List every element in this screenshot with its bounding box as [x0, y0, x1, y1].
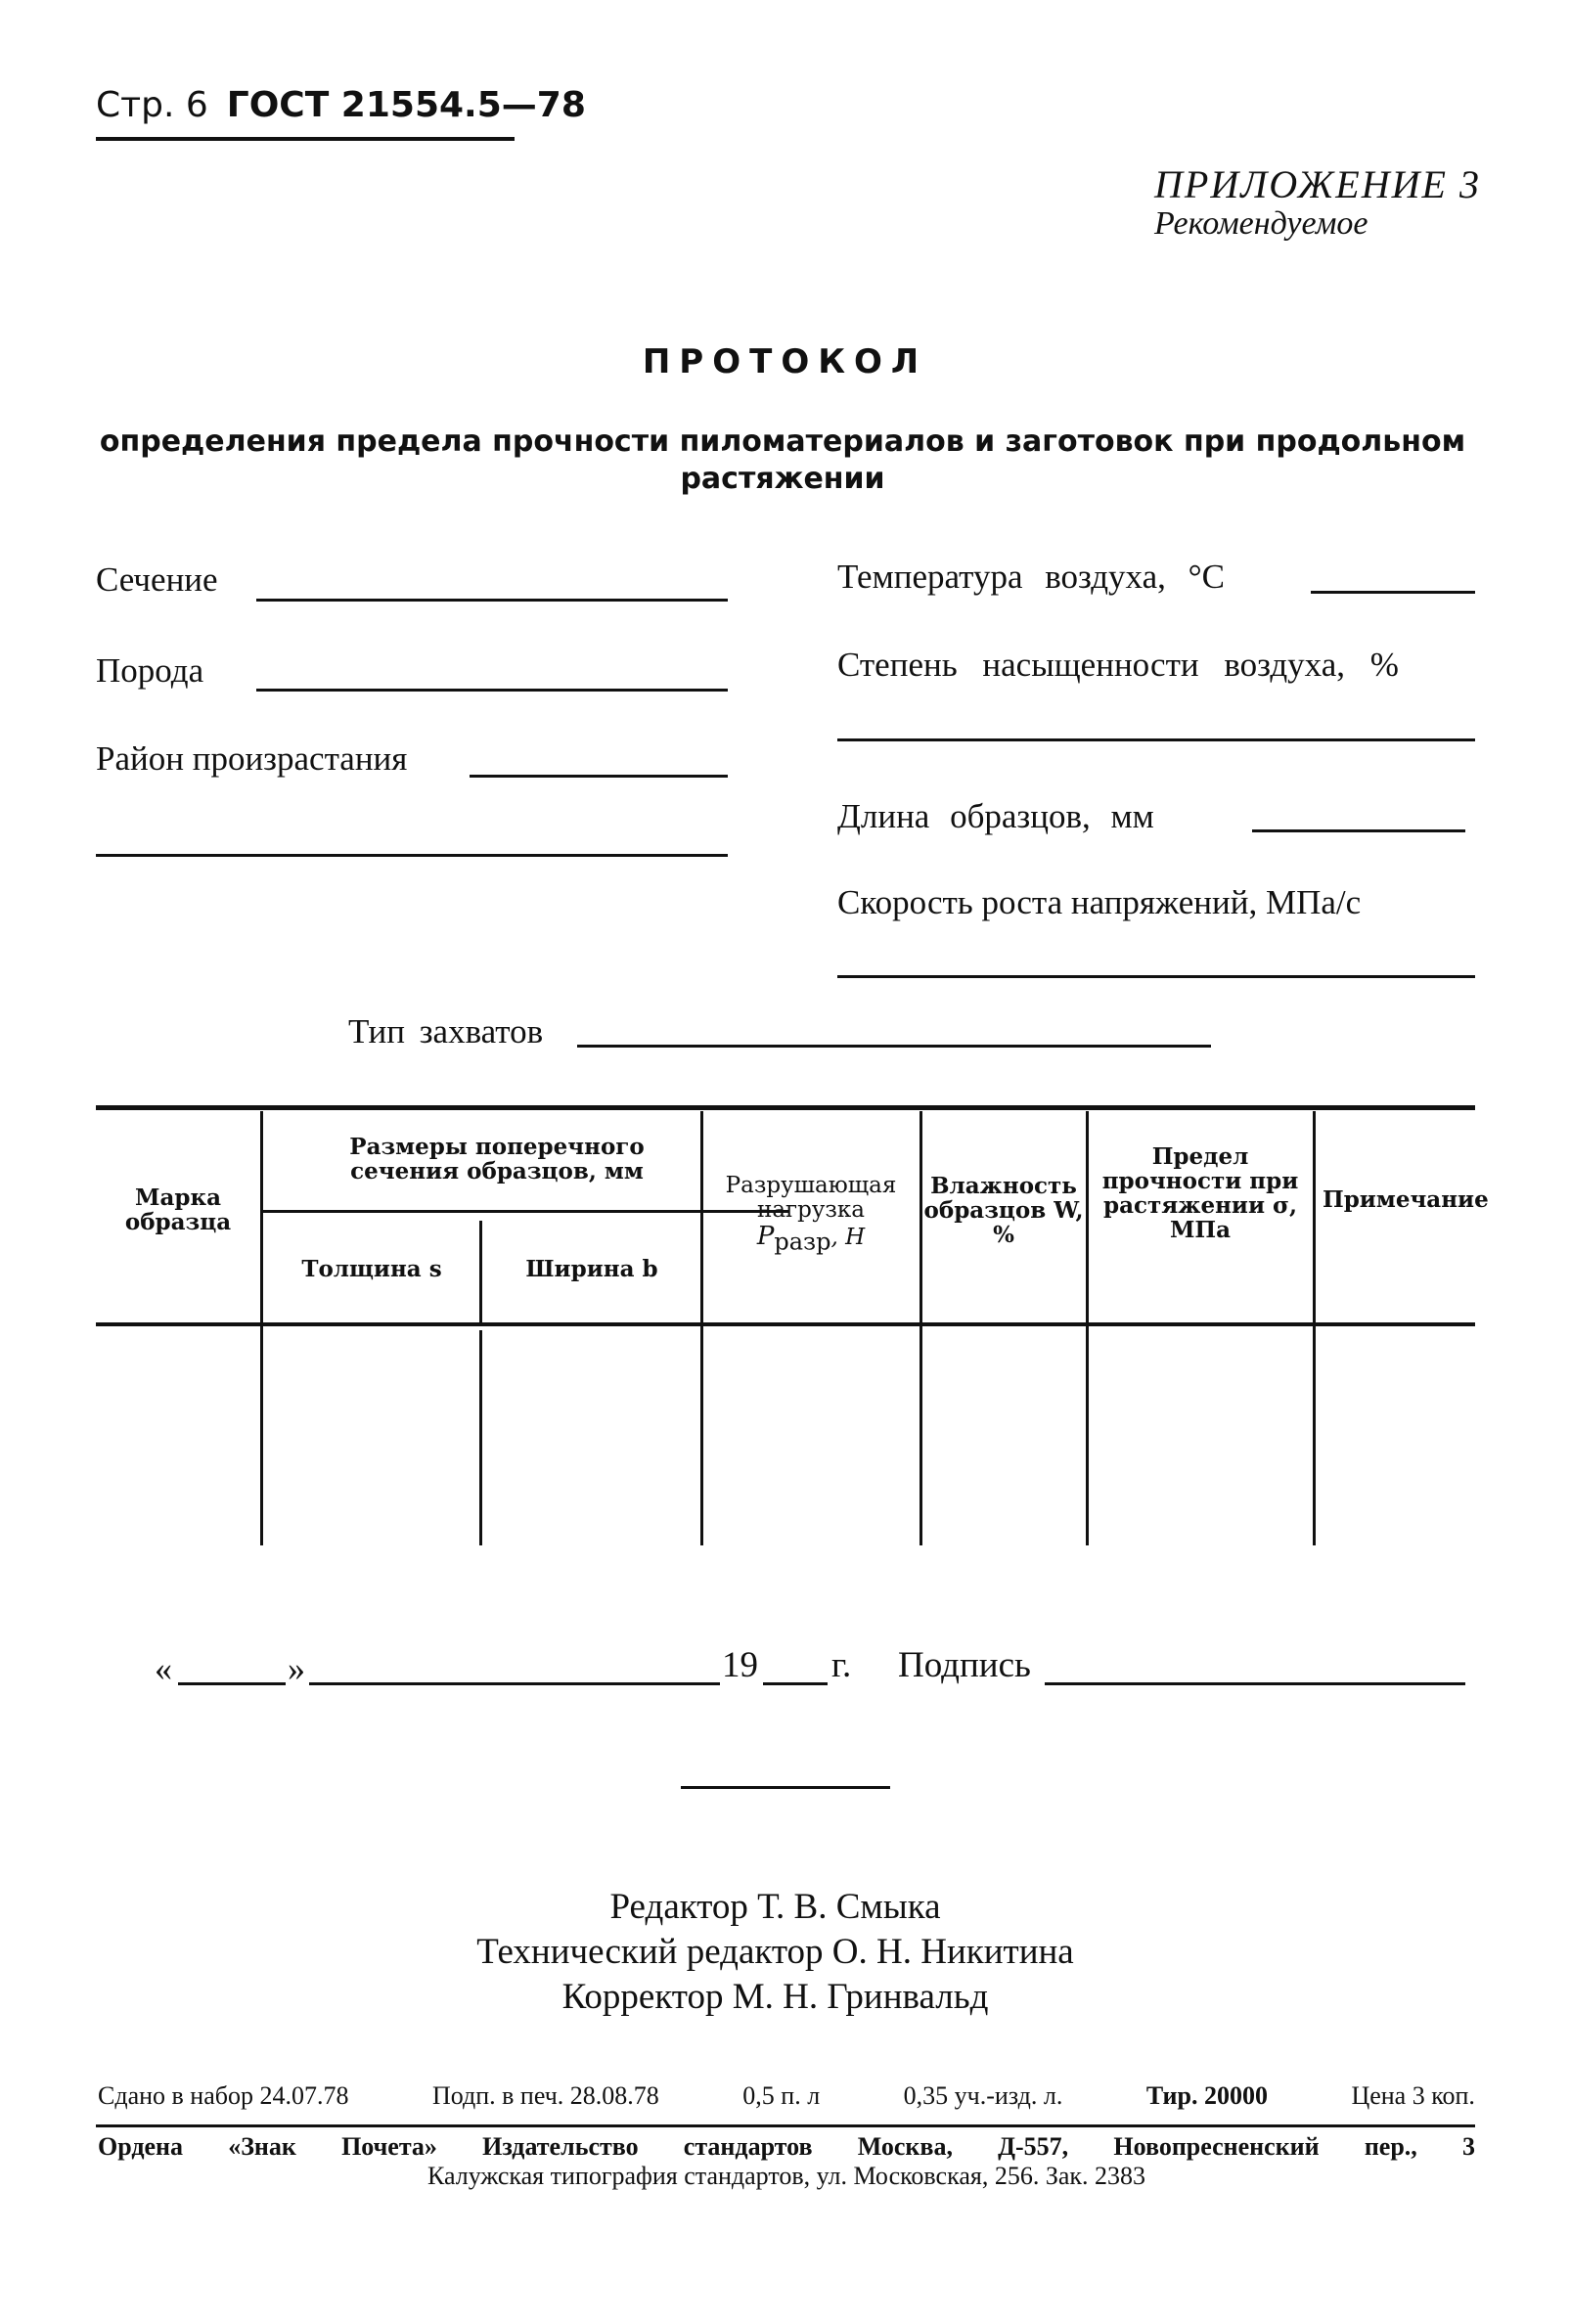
imprint-line: [98, 2081, 1475, 2111]
col-dims-header: Размеры поперечного сечения образцов, мм: [349, 1134, 645, 1184]
standard-number: ГОСТ 21554.5—78: [226, 85, 586, 125]
credit-corrector: Корректор М. Н. Гринвальд: [561, 1977, 989, 2017]
table-vline-2b: [479, 1330, 482, 1545]
field-region-blank[interactable]: [470, 775, 728, 778]
publisher-line1: Ордена «Знак Почета» Издательство стандартов Москва, Д-557, Новопресненский пер., 3: [98, 2132, 1475, 2161]
col-load-formula: [702, 1222, 920, 1256]
table-vline-5: [1086, 1111, 1089, 1545]
col-load-title: Разрушающая нагрузка: [725, 1173, 897, 1223]
imprint-set: Сдано в набор 24.07.78: [98, 2081, 349, 2110]
field-grip-type-blank[interactable]: [577, 1045, 1211, 1048]
imprint-print: Подп. в печ. 28.08.78: [431, 2081, 659, 2110]
col-mark-header: Марка образца: [124, 1184, 232, 1235]
date-day-blank[interactable]: [178, 1682, 286, 1685]
imprint-sheets: 0,5 п. л: [742, 2081, 821, 2110]
field-air-saturation-label: Степень насыщенности воздуха, %: [837, 646, 1399, 684]
signature-label: Подпись: [898, 1645, 1031, 1685]
col-moisture-header: Влажность образцов W, %: [923, 1173, 1084, 1248]
separator-rule: [681, 1786, 890, 1789]
protocol-subtitle-line1: определения предела прочности пиломатериалов и заготовок при продольном: [99, 425, 1466, 459]
field-air-temp-blank[interactable]: [1311, 591, 1475, 594]
table-top-rule: [96, 1105, 1475, 1110]
date-month-blank[interactable]: [309, 1682, 720, 1685]
date-year-prefix: 19: [722, 1645, 758, 1685]
publisher-line2: Калужская типография стандартов, ул. Московская, 256. Зак. 2383: [426, 2162, 1146, 2190]
imprint-rule: [96, 2124, 1475, 2127]
col-strength-header: Предел прочности при растяжении σ, МПа: [1101, 1143, 1299, 1243]
credit-editor: Редактор Т. В. Смыка: [609, 1887, 941, 1927]
col-thickness-header: Толщина s: [301, 1256, 442, 1282]
col-load-subscript: разр: [774, 1228, 831, 1256]
imprint-pub-sheets: 0,35 уч.-изд. л.: [903, 2081, 1063, 2110]
field-section-blank[interactable]: [256, 599, 728, 602]
field-species-blank[interactable]: [256, 689, 728, 692]
field-region-blank-2[interactable]: [96, 854, 728, 857]
col-note-header: Примечание: [1323, 1186, 1489, 1213]
table-header-rule: [96, 1322, 1475, 1326]
field-region-label: Район произрастания: [96, 739, 408, 778]
date-close-quote: »: [288, 1649, 305, 1688]
table-vline-6: [1313, 1111, 1316, 1545]
col-load-header: [702, 1174, 920, 1255]
date-year-blank[interactable]: [763, 1682, 828, 1685]
col-load-unit: , Н: [830, 1225, 866, 1250]
imprint-run: Тир. 20000: [1145, 2081, 1268, 2110]
protocol-subtitle-line2: растяжении: [680, 462, 885, 496]
page-number: Стр. 6: [96, 85, 208, 125]
protocol-subtitle: [98, 424, 1467, 498]
imprint-price: Цена 3 коп.: [1351, 2081, 1475, 2110]
date-year-suffix: г.: [831, 1645, 852, 1685]
field-species-label: Порода: [96, 651, 204, 690]
protocol-title: ПРОТОКОЛ: [642, 342, 928, 381]
appendix-title: ПРИЛОЖЕНИЕ 3: [1154, 162, 1481, 206]
field-sample-length-blank[interactable]: [1252, 829, 1465, 832]
field-air-saturation-blank[interactable]: [837, 738, 1475, 741]
signature-blank[interactable]: [1045, 1682, 1465, 1685]
date-open-quote: «: [155, 1649, 172, 1688]
field-stress-rate-blank[interactable]: [837, 975, 1475, 978]
page-header: [96, 84, 586, 125]
credit-tech-editor: Технический редактор О. Н. Никитина: [476, 1932, 1074, 1972]
field-section-label: Сечение: [96, 560, 218, 599]
col-width-header: Ширина b: [525, 1256, 658, 1282]
field-sample-length-label: Длина образцов, мм: [837, 797, 1154, 835]
field-stress-rate-label: Скорость роста напряжений, МПа/с: [837, 883, 1362, 921]
table-vline-1: [260, 1111, 263, 1545]
appendix-subtitle: Рекомендуемое: [1154, 205, 1368, 242]
field-grip-type-label: Тип захватов: [348, 1012, 544, 1050]
table-vline-2a: [479, 1221, 482, 1324]
col-load-symbol: P: [756, 1222, 775, 1251]
field-air-temp-label: Температура воздуха, °С: [837, 558, 1225, 596]
header-rule: [96, 137, 515, 141]
results-table: [96, 1105, 1489, 1545]
